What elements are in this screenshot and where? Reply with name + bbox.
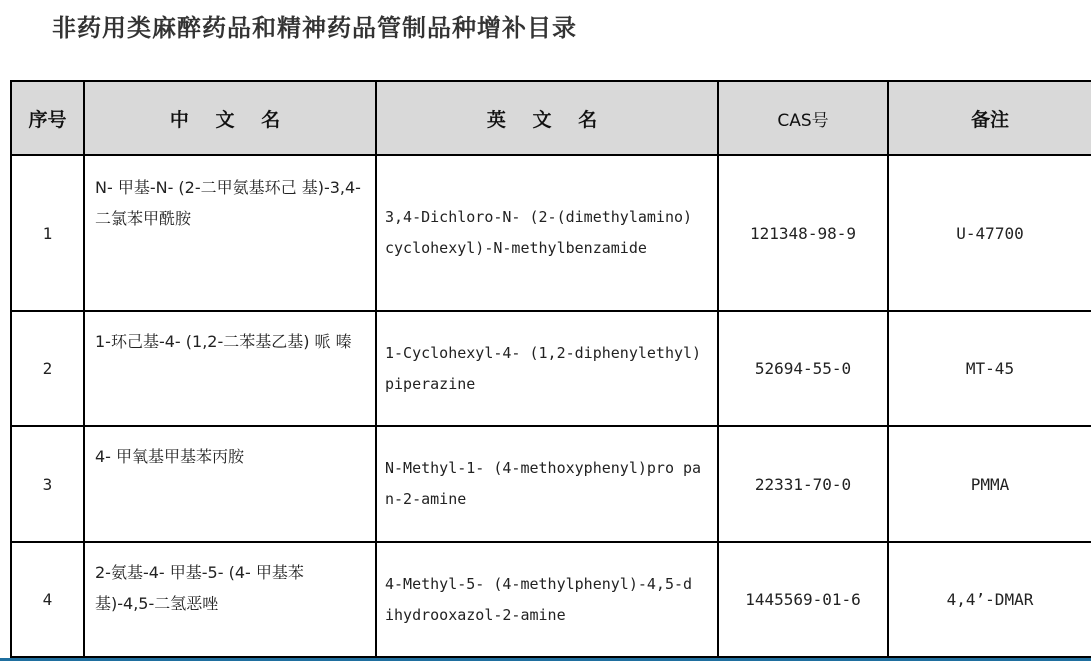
document-title: 非药用类麻醉药品和精神药品管制品种增补目录: [52, 14, 577, 42]
row-cn-name: 1-环己基-4- (1,2-二苯基乙基) 哌 嗪: [84, 311, 376, 426]
row-cas: 22331-70-0: [718, 426, 888, 542]
row-cas: 52694-55-0: [718, 311, 888, 426]
header-en-name: 英 文 名: [376, 81, 718, 155]
row-cn-name: 4- 甲氧基甲基苯丙胺: [84, 426, 376, 542]
row-en-name: 4-Methyl-5- (4-methylphenyl)-4,5-d ihydrooxazol-2-amine: [376, 542, 718, 657]
table-row: [11, 542, 1091, 657]
header-cn-name: 中 文 名: [84, 81, 376, 155]
row-en-name: 1-Cyclohexyl-4- (1,2-diphenylethyl) piperazine: [376, 311, 718, 426]
row-remark: U-47700: [888, 155, 1091, 311]
header-remark: 备注: [888, 81, 1091, 155]
row-cn-name: 2-氨基-4- 甲基-5- (4- 甲基苯 基)-4,5-二氢恶唑: [84, 542, 376, 657]
row-no: 4: [11, 542, 84, 657]
table-row: [11, 155, 1091, 311]
row-cn-name: N- 甲基-N- (2-二甲氨基环己 基)-3,4-二氯苯甲酰胺: [84, 155, 376, 311]
row-en-name: 3,4-Dichloro-N- (2-(dimethylamino) cyclohexyl)-N-methylbenzamide: [376, 155, 718, 311]
row-cas: 1445569-01-6: [718, 542, 888, 657]
row-remark: MT-45: [888, 311, 1091, 426]
table-row: [11, 311, 1091, 426]
substance-table: [10, 80, 1091, 658]
row-cas: 121348-98-9: [718, 155, 888, 311]
row-remark: PMMA: [888, 426, 1091, 542]
row-no: 3: [11, 426, 84, 542]
row-no: 2: [11, 311, 84, 426]
header-cas: CAS号: [718, 81, 888, 155]
row-no: 1: [11, 155, 84, 311]
row-remark: 4,4’-DMAR: [888, 542, 1091, 657]
header-no: 序号: [11, 81, 84, 155]
table-header-row: [11, 81, 1091, 155]
row-en-name: N-Methyl-1- (4-methoxyphenyl)pro pan-2-amine: [376, 426, 718, 542]
table-row: [11, 426, 1091, 542]
